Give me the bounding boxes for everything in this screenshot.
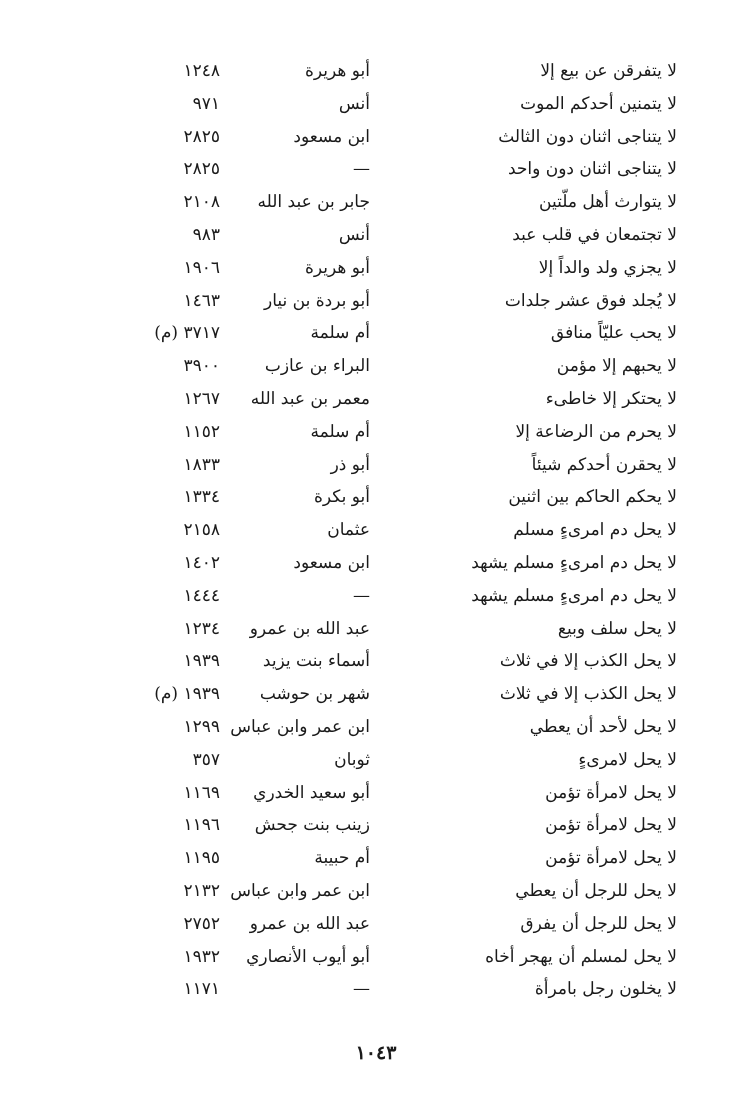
hadith-text: لا يحل لامرأة تؤمن	[545, 782, 677, 803]
index-row	[0, 186, 752, 219]
hadith-text: لا تجتمعان في قلب عبد	[512, 224, 677, 245]
narrator-name: أبو أيوب الأنصاري	[246, 946, 370, 967]
narrator-name: أبو هريرة	[304, 257, 370, 278]
index-row	[0, 580, 752, 613]
hadith-number: ٢٨٢٥	[183, 159, 220, 180]
narrator-name: عبد الله بن عمرو	[249, 618, 370, 639]
hadith-number: ١٢٤٨	[183, 61, 220, 81]
hadith-text: لا يحل الكذب إلا في ثلاث	[499, 651, 677, 672]
hadith-text: لا يحل لامرأة تؤمن	[545, 848, 677, 869]
narrator-name: شهر بن حوشب	[259, 684, 370, 705]
hadith-text: لا يحل سلف وبيع	[557, 618, 677, 639]
index-row	[0, 219, 752, 252]
index-row	[0, 416, 752, 449]
narrator-name: أبو ذر	[330, 454, 370, 475]
hadith-number: ١٣٣٤	[183, 487, 220, 508]
narrator-name: زينب بنت جحش	[254, 815, 370, 836]
hadith-number: ١١٧١	[183, 979, 220, 1000]
hadith-text: لا يحل لأحد أن يعطي	[529, 716, 677, 737]
hadith-number: ١١٥٢	[183, 421, 220, 442]
narrator-name: ثوبان	[334, 749, 370, 770]
hadith-text: لا يحقرن أحدكم شيئاً	[531, 454, 677, 475]
hadith-text: لا يحل للرجل أن يعطي	[515, 880, 677, 901]
hadith-text: لا يحرم من الرضاعة إلا	[515, 421, 677, 442]
narrator-name: ابن عمر وابن عباس	[230, 880, 370, 901]
hadith-text: لا يحتكر إلا خاطىء	[545, 388, 677, 409]
hadith-text: لا يتفرقن عن بيع إلا	[540, 61, 677, 81]
narrator-name: أبو هريرة	[304, 61, 370, 81]
page-number: ١٠٤٣	[355, 1042, 397, 1064]
index-row	[0, 777, 752, 810]
narrator-name: أسماء بنت يزيد	[262, 651, 370, 672]
narrator-name: ابن مسعود	[293, 126, 370, 147]
index-row	[0, 383, 752, 416]
hadith-number: ١٨٣٣	[183, 454, 220, 475]
narrator-name: أم سلمة	[310, 323, 370, 344]
index-row	[0, 55, 752, 88]
narrator-name: البراء بن عازب	[264, 356, 370, 377]
hadith-number: ٩٧١	[192, 93, 220, 114]
hadith-number: ١٩٠٦	[183, 257, 220, 278]
hadith-number: ١٢٦٧	[183, 388, 220, 409]
hadith-number: ١٩٣٩ (م)	[154, 684, 220, 705]
hadith-text: لا يتناجى اثنان دون واحد	[507, 159, 677, 180]
hadith-text: لا يتمنين أحدكم الموت	[520, 93, 677, 114]
narrator-name: أبو سعيد الخدري	[253, 782, 370, 803]
narrator-name: أبو بكرة	[313, 487, 370, 508]
index-row	[0, 252, 752, 285]
hadith-number: ١٢٩٩	[183, 716, 220, 737]
index-row	[0, 449, 752, 482]
hadith-text: لا يحل دم امرىءٍ مسلم	[513, 520, 677, 541]
hadith-text: لا يحب عليّاً منافق	[550, 323, 677, 344]
hadith-text: لا يخلون رجل بامرأة	[534, 979, 677, 1000]
hadith-number: ١٤٠٢	[183, 552, 220, 573]
index-row	[0, 973, 752, 1006]
index-row	[0, 908, 752, 941]
narrator-name: عثمان	[327, 520, 370, 541]
hadith-text: لا يتوارث أهل ملّتين	[539, 192, 677, 213]
hadith-number: ١١٩٦	[183, 815, 220, 836]
hadith-number: ٢١٣٢	[183, 880, 220, 901]
index-row	[0, 842, 752, 875]
index-row	[0, 547, 752, 580]
hadith-text: لا يُجلد فوق عشر جلدات	[504, 290, 677, 311]
hadith-number: ١٤٦٣	[183, 290, 220, 311]
index-row	[0, 941, 752, 974]
index-row	[0, 350, 752, 383]
index-row	[0, 153, 752, 186]
hadith-number: ٢١٥٨	[183, 520, 220, 541]
narrator-name: —	[353, 159, 370, 180]
narrator-name: أنس	[338, 224, 370, 245]
narrator-name: أنس	[338, 93, 370, 114]
hadith-number: ١١٩٥	[183, 848, 220, 869]
hadith-number: ٣٩٠٠	[183, 356, 220, 377]
hadith-number: ٢٧٥٢	[183, 913, 220, 934]
narrator-name: عبد الله بن عمرو	[249, 913, 370, 934]
index-row	[0, 744, 752, 777]
narrator-name: ابن مسعود	[293, 552, 370, 573]
hadith-text: لا يحكم الحاكم بين اثنين	[508, 487, 677, 508]
hadith-text: لا يحل لامرأة تؤمن	[545, 815, 677, 836]
narrator-name: أبو بردة بن نيار	[264, 290, 370, 311]
hadith-text: لا يتناجى اثنان دون الثالث	[498, 126, 677, 147]
narrator-name: —	[353, 585, 370, 606]
hadith-number: ١٩٣٢	[183, 946, 220, 967]
index-row	[0, 711, 752, 744]
hadith-number: ١٤٤٤	[183, 585, 220, 606]
hadith-text: لا يحل لامرىءٍ	[578, 749, 677, 770]
index-row	[0, 317, 752, 350]
narrator-name: —	[353, 979, 370, 1000]
hadith-text: لا يحل دم امرىءٍ مسلم يشهد	[471, 552, 677, 573]
index-row	[0, 645, 752, 678]
index-row	[0, 875, 752, 908]
narrator-name: ابن عمر وابن عباس	[230, 716, 370, 737]
hadith-index-table	[0, 55, 752, 1006]
hadith-number: ١٩٣٩	[183, 651, 220, 672]
hadith-text: لا يحل للرجل أن يفرق	[520, 913, 677, 934]
hadith-text: لا يحل لمسلم أن يهجر أخاه	[485, 946, 677, 967]
hadith-text: لا يحل الكذب إلا في ثلاث	[499, 684, 677, 705]
index-row	[0, 613, 752, 646]
index-row	[0, 514, 752, 547]
hadith-number: ١١٦٩	[183, 782, 220, 803]
index-row	[0, 285, 752, 318]
hadith-text: لا يحل دم امرىءٍ مسلم يشهد	[471, 585, 677, 606]
index-row	[0, 88, 752, 121]
narrator-name: أم سلمة	[310, 421, 370, 442]
hadith-number: ٩٨٣	[192, 224, 220, 245]
hadith-number: ١٢٣٤	[183, 618, 220, 639]
index-row	[0, 481, 752, 514]
hadith-number: ٣٥٧	[192, 749, 220, 770]
hadith-text: لا يجزي ولد والداً إلا	[538, 257, 677, 278]
index-row	[0, 809, 752, 842]
index-row	[0, 678, 752, 711]
narrator-name: معمر بن عبد الله	[250, 388, 370, 409]
narrator-name: أم حبيبة	[314, 848, 370, 869]
index-row	[0, 121, 752, 154]
hadith-number: ٢٨٢٥	[183, 126, 220, 147]
hadith-number: ٣٧١٧ (م)	[154, 323, 220, 344]
hadith-number: ٢١٠٨	[183, 192, 220, 213]
hadith-text: لا يحبهم إلا مؤمن	[556, 356, 677, 377]
narrator-name: جابر بن عبد الله	[257, 192, 370, 213]
